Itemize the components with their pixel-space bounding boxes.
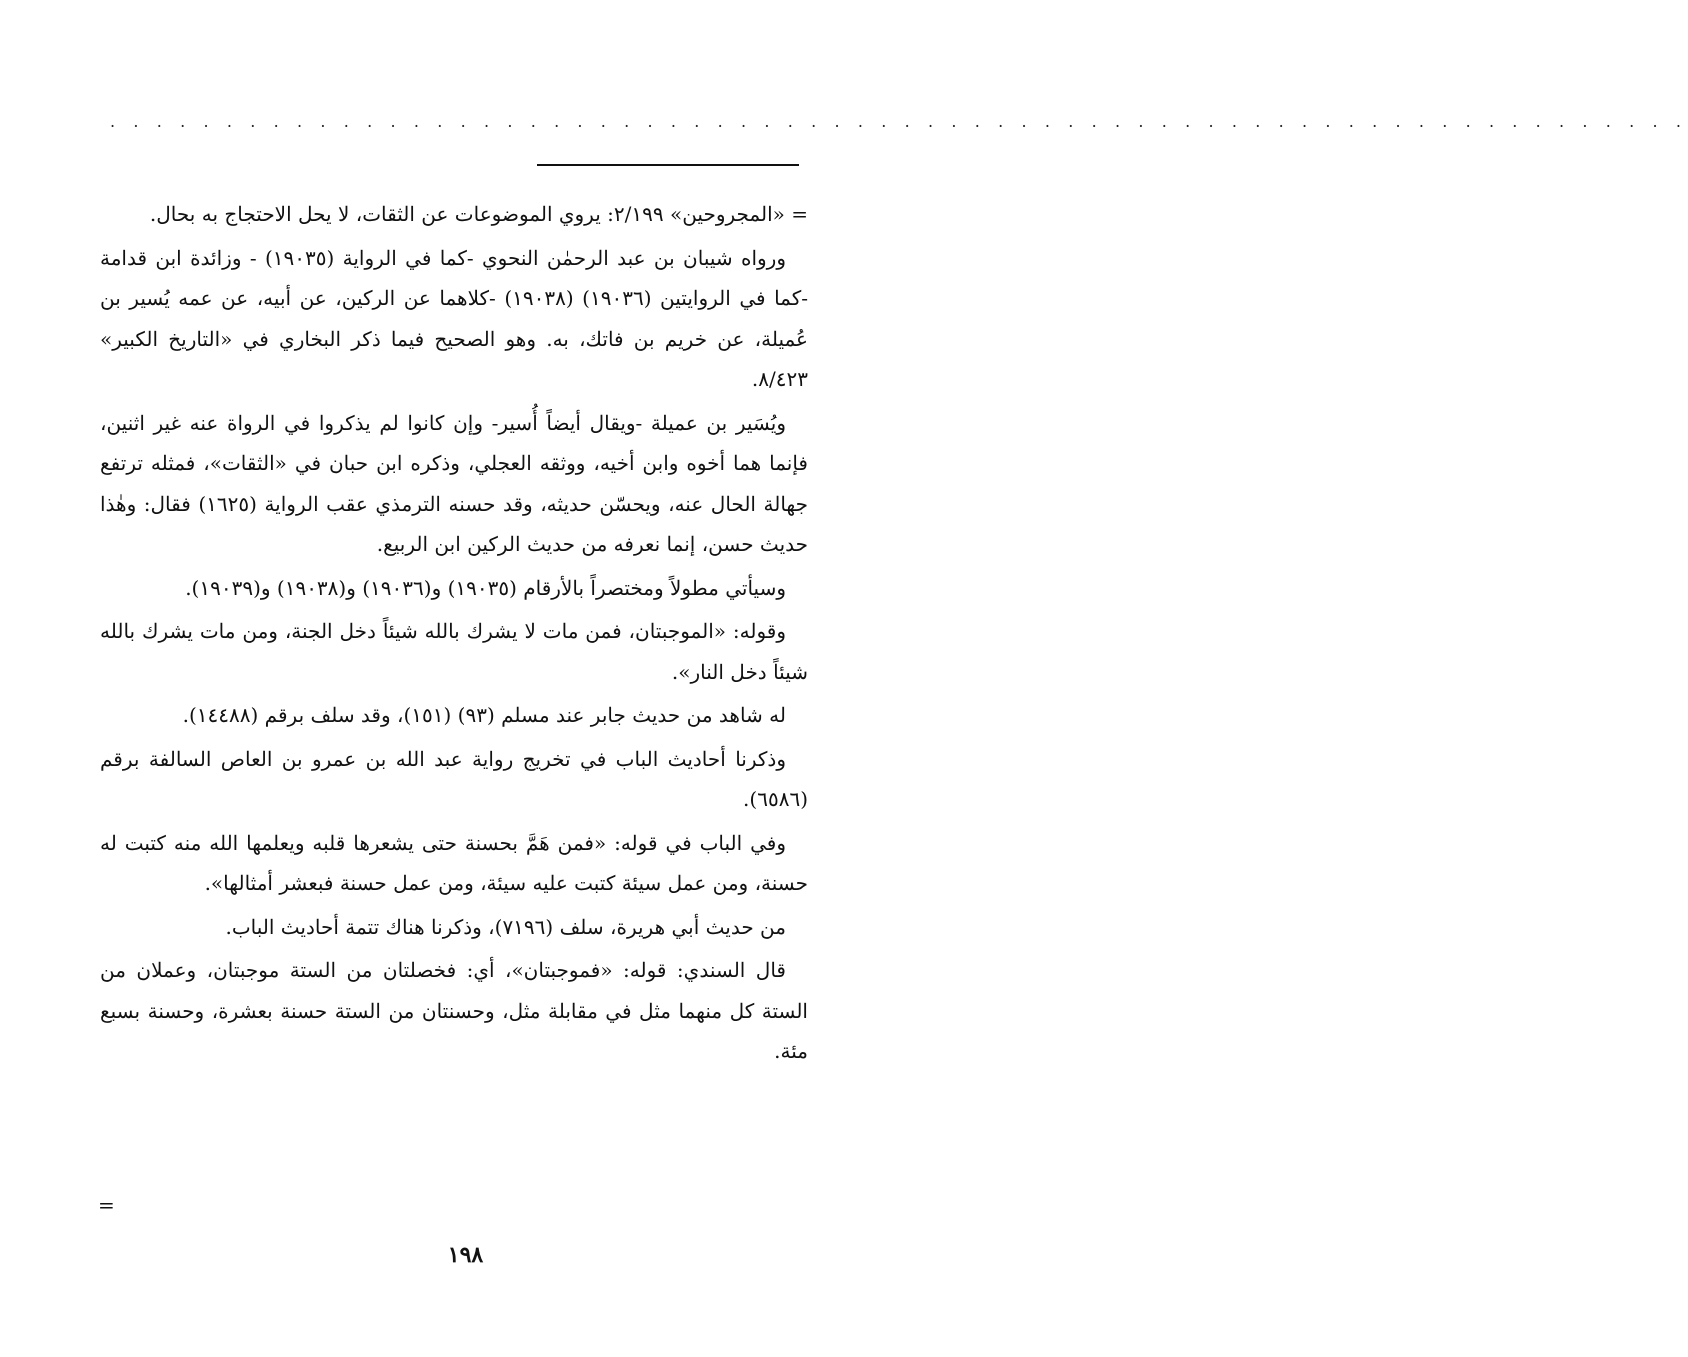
paragraph: = «المجروحين» ٢/١٩٩: يروي الموضوعات عن الثقات، لا يحل الاحتجاج به بحال. — [149, 202, 808, 226]
paragraph: من حديث أبي هريرة، سلف (٧١٩٦)، وذكرنا هناك تتمة أحاديث الباب. — [225, 914, 786, 939]
paragraph: ورواه شيبان بن عبد الرحمٰن النحوي -كما في الرواية (١٩٠٣٥) - وزائدة ابن قدامة -كما في الروايتين (١٩٠٣٦) (١٩٠٣٨) -كلاهما عن الركين، عن أبيه، عن عمه يُسير بن عُميلة، عن خريم بن فاتك، به. وهو الصحيح فيما ذكر البخاري في «التاريخ الكبير» ٨/٤٢٣. — [100, 245, 809, 391]
paragraph: وقوله: «الموجبتان، فمن مات لا يشرك بالله شيئاً دخل الجنة، ومن مات يشرك بالله شيئاً دخل النار». — [100, 619, 808, 684]
paragraph: وفي الباب في قوله: «فمن هَمَّ بحسنة حتى يشعرها قلبه ويعلمها الله منه كتبت له حسنة، ومن عمل سيئة كتبت عليه سيئة، ومن عمل حسنة فبعشر أمثالها». — [100, 830, 808, 895]
paragraph: وسيأتي مطولاً ومختصراً بالأرقام (١٩٠٣٥) و(١٩٠٣٦) و(١٩٠٣٨) و(١٩٠٣٩). — [185, 575, 786, 600]
paragraph: له شاهد من حديث جابر عند مسلم (٩٣) (١٥١)، وقد سلف برقم (١٤٤٨٨). — [182, 703, 786, 727]
paragraph: ويُسَير بن عميلة -ويقال أيضاً أُسير- وإن كانوا لم يذكروا في الرواة عنه غير اثنين، فإنما هما أخوه وابن أخيه، ووثقه العجلي، وذكره ابن حبان في «الثقات»، فمثله ترتفع جهالة الحال عنه، ويحسّن حديثه، وقد حسنه الترمذي عقب الرواية (١٦٢٥) فقال: وهٰذا حديث حسن، إنما نعرفه من حديث الركين ابن الربيع. — [100, 410, 808, 556]
separator-dots: . . . . . . . . . . . . . . . . . . . . . . . . . . . . . . . . . . . . . . . . . . . . . . . . . . . . . . . . . . . . . . . . . . . . — [110, 112, 1688, 131]
footnote-text — [100, 194, 808, 1075]
footnote-rule — [537, 164, 799, 166]
paragraph: وذكرنا أحاديث الباب في تخريج رواية عبد الله بن عمرو بن العاص السالفة برقم (٦٥٨٦). — [100, 746, 808, 811]
paragraph: قال السندي: قوله: «فموجبتان»، أي: فخصلتان من الستة موجبتان، وعملان من الستة كل منهما مثل في مقابلة مثل، وحسنتان من الستة حسنة بعشرة، وحسنة بسبع مئة. — [100, 958, 808, 1063]
continuation-mark: = — [98, 1193, 115, 1217]
page-number: ١٩٨ — [447, 1242, 484, 1268]
